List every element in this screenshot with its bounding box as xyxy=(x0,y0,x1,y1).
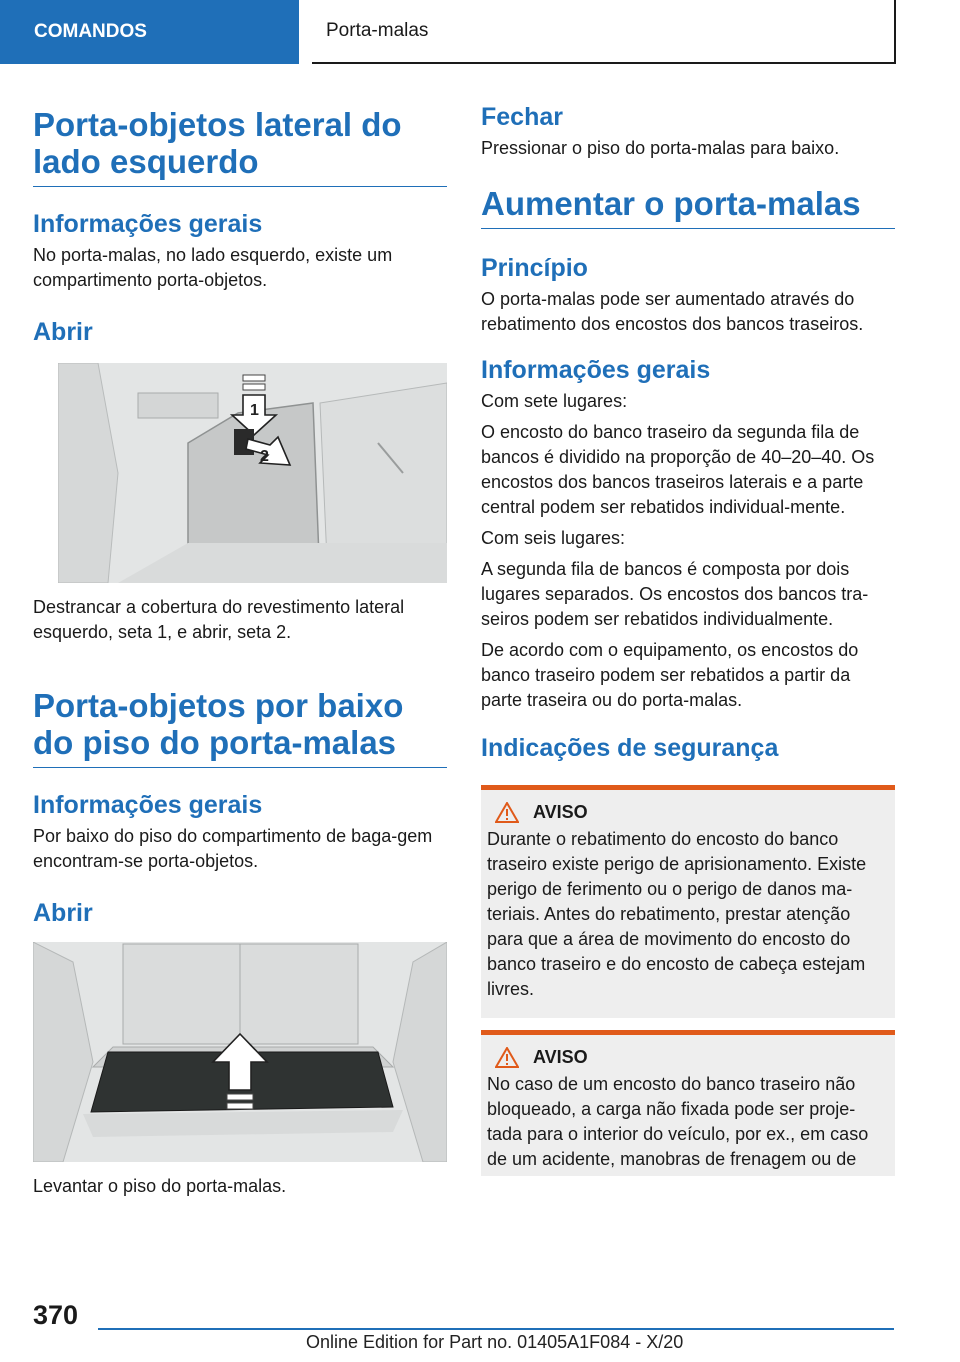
trunk-floor-illustration xyxy=(33,942,447,1162)
warning-text-2: No caso de um encosto do banco traseiro não bloqueado, a carga não fixada pode ser proje-tada para o interior do veículo, por ex., em caso de um acidente, manobras de frenagem ou de xyxy=(487,1074,869,1169)
footer-edition: Online Edition for Part no. 01405A1F084 - X/20 xyxy=(306,1332,684,1352)
section-header xyxy=(312,0,896,64)
warning-title-1-label: AVISO xyxy=(533,802,588,822)
heading-general-info-2: Informações gerais xyxy=(33,791,263,819)
heading-principle: Princípio xyxy=(481,254,588,282)
paragraph-close: Pressionar o piso do porta-malas para baixo. xyxy=(481,138,840,158)
arrow-label-1: 1 xyxy=(250,402,259,419)
arrow-label-2: 2 xyxy=(260,448,269,465)
section-label: Porta-malas xyxy=(326,20,429,41)
heading-open-1: Abrir xyxy=(33,318,93,346)
figure-side-compartment xyxy=(58,363,447,583)
warning-triangle-icon xyxy=(495,802,519,823)
paragraph-seven-text: O encosto do banco traseiro da segunda fila de bancos é dividido na proporção de 40–20–40. Os encostos dos bancos traseiros laterais e a parte central podem ser rebatidos individual-mente. xyxy=(481,422,875,517)
paragraph-equipment: De acordo com o equipamento, os encostos do banco traseiro podem ser rebatidos a partir da parte traseira ou do porta-malas. xyxy=(481,640,859,710)
side-compartment-illustration xyxy=(58,363,447,583)
warning-title-2-label: AVISO xyxy=(533,1047,588,1067)
paragraph-six-label: Com seis lugares: xyxy=(481,528,626,548)
right-column xyxy=(481,102,895,1176)
paragraph-six-text: A segunda fila de bancos é composta por dois lugares separados. Os encostos dos bancos tra-seiros podem ser rebatidos individualmente. xyxy=(481,559,869,629)
chapter-tab xyxy=(0,0,299,64)
heading-open-2: Abrir xyxy=(33,899,93,927)
footer-divider xyxy=(98,1328,894,1330)
heading-general-info-1: Informações gerais xyxy=(33,210,263,238)
heading-close: Fechar xyxy=(481,103,563,131)
warning-text-1: Durante o rebatimento do encosto do banco traseiro existe perigo de aprisionamento. Existe perigo de ferimento ou o perigo de danos ma-teriais. Antes do rebatimento, prestar atenção para que a área de movimento do encosto do banco traseiro e do encosto de cabeça estejam livres. xyxy=(487,829,867,999)
caption-1: Destrancar a cobertura do revestimento lateral esquerdo, seta 1, e abrir, seta 2. xyxy=(33,597,405,642)
heading-storage-side: Porta-objetos lateral do lado esquerdo xyxy=(33,106,447,187)
left-column xyxy=(33,102,447,1199)
heading-safety: Indicações de segurança xyxy=(481,734,779,762)
page-number: 370 xyxy=(33,1300,79,1330)
heading-storage-floor: Porta-objetos por baixo do piso do porta-malas xyxy=(33,687,447,768)
warning-box-2 xyxy=(481,1030,895,1176)
warning-title-1 xyxy=(487,802,887,823)
paragraph-seven-label: Com sete lugares: xyxy=(481,391,628,411)
warning-title-2 xyxy=(487,1047,887,1068)
heading-general-info-3: Informações gerais xyxy=(481,356,711,384)
warning-triangle-icon xyxy=(495,1047,519,1068)
figure-trunk-floor xyxy=(33,942,447,1162)
heading-enlarge: Aumentar o porta-malas xyxy=(481,185,895,229)
paragraph-general-info-2: Por baixo do piso do compartimento de baga-gem encontram-se porta-objetos. xyxy=(33,826,433,871)
paragraph-general-info-1: No porta-malas, no lado esquerdo, existe um compartimento porta-objetos. xyxy=(33,245,393,290)
chapter-label: COMANDOS xyxy=(34,21,147,42)
paragraph-principle: O porta-malas pode ser aumentado através do rebatimento dos encostos dos bancos traseiros. xyxy=(481,289,864,334)
warning-box-1 xyxy=(481,785,895,1018)
caption-2: Levantar o piso do porta-malas. xyxy=(33,1176,287,1196)
